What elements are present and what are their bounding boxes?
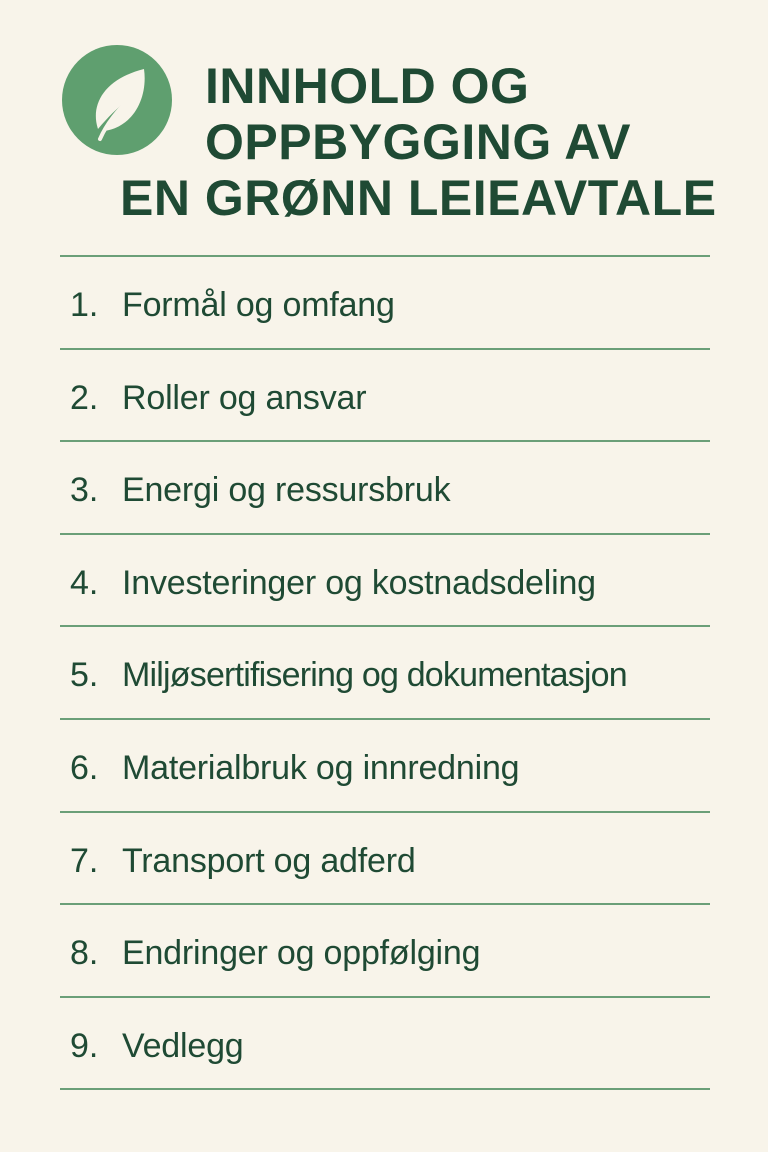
toc-item-4	[60, 535, 710, 628]
toc-number: 8.	[70, 934, 99, 973]
toc-item-1	[60, 257, 710, 350]
toc-label: Roller og ansvar	[122, 378, 367, 417]
toc-item-5	[60, 627, 710, 720]
toc-label: Materialbruk og innredning	[122, 748, 520, 787]
leaf-icon	[62, 45, 172, 155]
toc-label: Formål og omfang	[122, 286, 395, 324]
page-title-line-1: INNHOLD OG	[205, 58, 530, 114]
toc-number: 1.	[70, 286, 99, 324]
logo-badge	[62, 45, 172, 155]
toc-label: Miljøsertifisering og dokumentasjon	[122, 656, 627, 695]
toc-number: 6.	[70, 748, 99, 787]
toc-label: Energi og ressursbruk	[122, 471, 451, 510]
table-of-contents	[60, 255, 710, 1090]
toc-number: 4.	[70, 563, 99, 602]
page-title-line-3: EN GRØNN LEIEAVTALE	[120, 170, 717, 226]
toc-number: 7.	[70, 841, 99, 880]
toc-label: Endringer og oppfølging	[122, 934, 481, 973]
toc-item-9	[60, 998, 710, 1091]
toc-number: 9.	[70, 1026, 99, 1065]
toc-number: 3.	[70, 471, 99, 510]
toc-label: Investeringer og kostnadsdeling	[122, 563, 596, 602]
toc-item-8	[60, 905, 710, 998]
toc-item-3	[60, 442, 710, 535]
page-title-line-2: OPPBYGGING AV	[205, 114, 632, 170]
toc-label: Transport og adferd	[122, 841, 416, 880]
toc-item-6	[60, 720, 710, 813]
toc-number: 5.	[70, 656, 99, 695]
toc-item-2	[60, 350, 710, 443]
toc-item-7	[60, 813, 710, 906]
toc-number: 2.	[70, 378, 99, 417]
toc-label: Vedlegg	[122, 1026, 244, 1065]
